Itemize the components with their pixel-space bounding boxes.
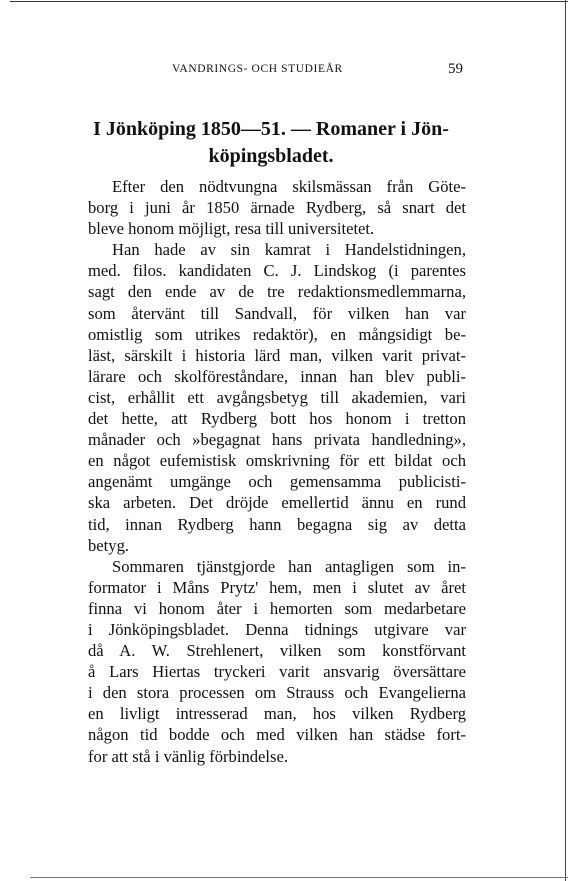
text-line: då A. W. Strehlenert, vilken som konstförvant <box>88 641 466 661</box>
text-line: Sommaren tjänstgjorde han antagligen som in- <box>112 556 466 576</box>
text-line: en livligt intresserad man, hos vilken Rydberg <box>88 704 466 724</box>
page-edge-right <box>565 0 566 881</box>
text-line: å Lars Hiertas tryckeri varit ansvarig översättare <box>88 662 466 682</box>
text-line: det hette, att Rydberg bott hos honom i tretton <box>88 409 466 429</box>
text-line: månader och »begagnat hans privata handledning», <box>88 430 466 450</box>
text-line: ska arbeten. Det dröjde emellertid ännu en rund <box>88 493 466 513</box>
text-line: cist, erhållit ett avgångsbetyg till akademien, vari <box>88 387 466 407</box>
body-text <box>88 176 466 767</box>
text-line: for att stå i vänlig förbindelse. <box>88 746 288 766</box>
text-line: borg i juni år 1850 ärnade Rydberg, så snart det <box>88 198 466 218</box>
page-number: 59 <box>448 61 463 77</box>
text-line: en något eufemistisk omskrivning för ett bildat och <box>88 451 466 471</box>
text-line: tid, innan Rydberg hann begagna sig av detta <box>88 514 466 534</box>
chapter-heading <box>75 116 467 170</box>
text-line: Han hade av sin kamrat i Handelstidningen, <box>112 240 466 260</box>
text-line: med. filos. kandidaten C. J. Lindskog (i parentes <box>88 261 466 281</box>
chapter-heading-line-1: I Jönköping 1850—51. — Romaner i Jön- <box>93 118 449 140</box>
text-line: lärare och skolföreståndare, innan han blev publi- <box>88 366 466 386</box>
text-line: omistlig som utrikes redaktör), en mångsidigt be- <box>88 324 466 344</box>
text-line: någon tid bodde och med vilken han städse fort- <box>88 725 466 745</box>
text-line: i Jönköpingsbladet. Denna tidnings utgivare var <box>88 619 466 639</box>
text-line: bleve honom möjligt, resa till universitetet. <box>88 219 375 239</box>
text-line: som återvänt till Sandvall, för vilken han var <box>88 303 466 323</box>
page-edge-top <box>10 1 568 2</box>
running-title: VANDRINGS- OCH STUDIEÅR <box>172 63 343 75</box>
text-line: betyg. <box>88 535 130 555</box>
page-edge-bottom <box>30 877 568 878</box>
chapter-heading-line-2: köpingsbladet. <box>208 145 334 167</box>
text-line: läst, särskilt i historia lärd man, vilken varit privat- <box>88 345 466 365</box>
text-line: i den stora processen om Strauss och Evangelierna <box>88 683 466 703</box>
running-header <box>0 61 568 79</box>
text-line: Efter den nödtvungna skilsmässan från Göte- <box>112 177 466 196</box>
text-line: formator i Måns Prytz' hem, men i slutet av året <box>88 577 466 597</box>
text-line: sagt den ende av de tre redaktionsmedlemmarna, <box>88 282 466 302</box>
text-line: finna vi honom åter i hemorten som medarbetare <box>88 598 466 618</box>
text-line: angenämt umgänge och gemensamma publicisti- <box>88 472 466 492</box>
